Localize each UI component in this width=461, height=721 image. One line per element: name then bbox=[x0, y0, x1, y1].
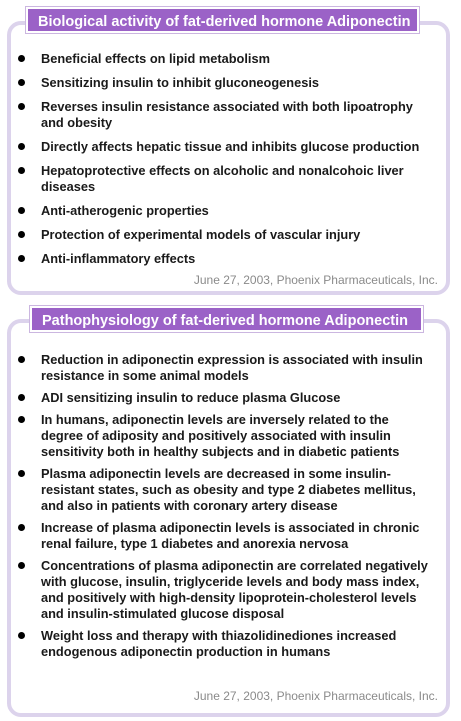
list-item-text: Increase of plasma adiponectin levels is associated in chronic renal failure, type 1 diabetes and anorexia nervosa bbox=[41, 520, 420, 551]
bullet-icon bbox=[18, 79, 25, 86]
biological-activity-title: Biological activity of fat-derived hormone Adiponectin bbox=[26, 7, 419, 33]
pathophysiology-list bbox=[14, 352, 434, 666]
list-item bbox=[14, 139, 434, 155]
biological-activity-list bbox=[14, 51, 434, 275]
list-item-text: Beneficial effects on lipid metabolism bbox=[41, 51, 270, 66]
source-citation: June 27, 2003, Phoenix Pharmaceuticals, Inc. bbox=[193, 273, 438, 287]
list-item bbox=[14, 163, 434, 195]
bullet-icon bbox=[18, 207, 25, 214]
pathophysiology-title: Pathophysiology of fat-derived hormone Adiponectin bbox=[30, 306, 423, 332]
list-item-text: Sensitizing insulin to inhibit gluconeogenesis bbox=[41, 75, 319, 90]
bullet-icon bbox=[18, 470, 25, 477]
list-item-text: Directly affects hepatic tissue and inhibits glucose production bbox=[41, 139, 420, 154]
bullet-icon bbox=[18, 255, 25, 262]
list-item bbox=[14, 352, 434, 384]
list-item-text: Weight loss and therapy with thiazolidinediones increased endogenous adiponectin production in humans bbox=[41, 628, 397, 659]
bullet-icon bbox=[18, 231, 25, 238]
list-item bbox=[14, 227, 434, 243]
list-item bbox=[14, 628, 434, 660]
list-item-text: In humans, adiponectin levels are inversely related to the degree of adiposity and positively associated with insulin sensitivity both in healthy subjects and in diabetic patients bbox=[41, 412, 400, 459]
list-item-text: Reverses insulin resistance associated with both lipoatrophy and obesity bbox=[41, 99, 413, 130]
list-item-text: Reduction in adiponectin expression is associated with insulin resistance in some animal models bbox=[41, 352, 423, 383]
bullet-icon bbox=[18, 416, 25, 423]
list-item bbox=[14, 390, 434, 406]
list-item-text: Anti-atherogenic properties bbox=[41, 203, 209, 218]
list-item bbox=[14, 558, 434, 622]
bullet-icon bbox=[18, 103, 25, 110]
bullet-icon bbox=[18, 55, 25, 62]
source-citation: June 27, 2003, Phoenix Pharmaceuticals, Inc. bbox=[193, 689, 438, 703]
bullet-icon bbox=[18, 394, 25, 401]
list-item-text: Concentrations of plasma adiponectin are correlated negatively with glucose, insulin, triglyceride levels and body mass index, and positively with high-density lipoprotein-cholesterol levels and insulin-stimulated glucose disposal bbox=[41, 558, 428, 621]
list-item-text: Hepatoprotective effects on alcoholic and nonalcohoic liver diseases bbox=[41, 163, 404, 194]
list-item bbox=[14, 251, 434, 267]
bullet-icon bbox=[18, 356, 25, 363]
bullet-icon bbox=[18, 562, 25, 569]
bullet-icon bbox=[18, 524, 25, 531]
list-item bbox=[14, 99, 434, 131]
bullet-icon bbox=[18, 143, 25, 150]
list-item bbox=[14, 520, 434, 552]
list-item bbox=[14, 51, 434, 67]
list-item-text: Anti-inflammatory effects bbox=[41, 251, 196, 266]
bullet-icon bbox=[18, 167, 25, 174]
list-item bbox=[14, 203, 434, 219]
list-item bbox=[14, 412, 434, 460]
bullet-icon bbox=[18, 632, 25, 639]
list-item-text: Plasma adiponectin levels are decreased in some insulin-resistant states, such as obesity and type 2 diabetes mellitus, and also in patients with coronary artery disease bbox=[41, 466, 416, 513]
list-item-text: ADI sensitizing insulin to reduce plasma Glucose bbox=[41, 390, 341, 405]
list-item bbox=[14, 466, 434, 514]
list-item-text: Protection of experimental models of vascular injury bbox=[41, 227, 361, 242]
list-item bbox=[14, 75, 434, 91]
